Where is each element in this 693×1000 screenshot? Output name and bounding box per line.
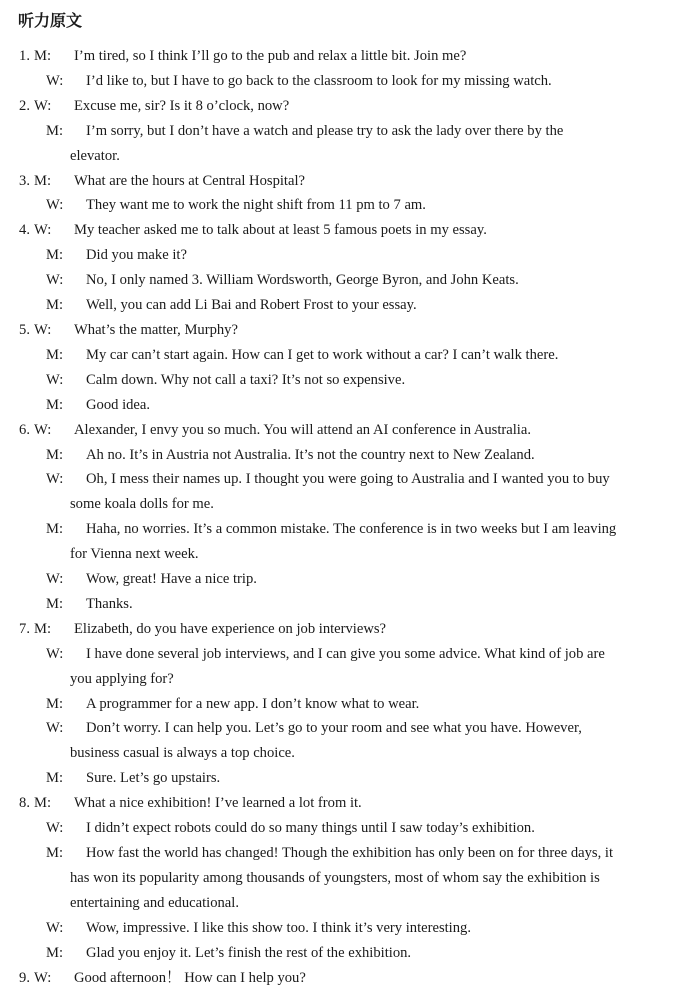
dialogue-text: Ah no. It’s in Austria not Australia. It’s not the country next to New Zealand.	[86, 446, 535, 463]
dialogue-continuation	[0, 741, 693, 766]
dialogue-text: My car can’t start again. How can I get to work without a car? I can’t walk there.	[86, 346, 559, 363]
dialogue-line	[0, 368, 693, 393]
dialogue-text: Alexander, I envy you so much. You will attend an AI conference in Australia.	[74, 421, 531, 438]
dialogue-line	[0, 567, 693, 592]
speaker-label: M:	[46, 845, 64, 861]
dialogue-line	[0, 916, 693, 941]
dialogue-continuation	[0, 891, 693, 916]
dialogue-continuation	[0, 667, 693, 692]
speaker-label: M:	[34, 172, 52, 189]
question-number: 9.	[19, 969, 30, 986]
speaker-label: M:	[46, 595, 64, 612]
dialogue-text: Thanks.	[86, 595, 133, 612]
speaker-label: W:	[46, 820, 64, 837]
dialogue-line	[0, 617, 693, 642]
dialogue-continuation	[0, 144, 693, 169]
dialogue-text: Haha, no worries. It’s a common mistake. The conference is in two weeks but I am leaving	[86, 521, 617, 538]
dialogue-line	[0, 467, 693, 492]
question-number: 3.	[19, 172, 30, 189]
dialogue-line	[0, 791, 693, 816]
dialogue-text: some koala dolls for me.	[70, 496, 214, 513]
speaker-label: W:	[46, 571, 64, 588]
dialogue-line	[0, 119, 693, 144]
dialogue-line	[0, 318, 693, 343]
speaker-label: M:	[46, 521, 64, 538]
speaker-label: M:	[46, 770, 64, 787]
dialogue-line	[0, 766, 693, 791]
page-title: 听力原文	[18, 11, 83, 30]
dialogue-text: Well, you can add Li Bai and Robert Frost to your essay.	[86, 297, 417, 314]
dialogue-line	[0, 44, 693, 69]
dialogue-text: They want me to work the night shift from 11 pm to 7 am.	[86, 197, 426, 214]
speaker-label: M:	[34, 48, 52, 64]
dialogue-line	[0, 69, 693, 94]
transcript-body	[0, 44, 693, 990]
dialogue-text: Excuse me, sir? Is it 8 o’clock, now?	[74, 97, 290, 114]
dialogue-line	[0, 169, 693, 194]
dialogue-text: I’d like to, but I have to go back to the classroom to look for my missing watch.	[86, 72, 552, 89]
dialogue-line	[0, 716, 693, 741]
speaker-label: M:	[46, 247, 64, 264]
speaker-label: M:	[34, 795, 52, 812]
question-number: 2.	[19, 97, 30, 114]
dialogue-line	[0, 393, 693, 418]
dialogue-continuation	[0, 542, 693, 567]
dialogue-text: Calm down. Why not call a taxi? It’s not so expensive.	[86, 371, 406, 388]
question-number: 1.	[19, 48, 30, 64]
dialogue-text: My teacher asked me to talk about at least 5 famous poets in my essay.	[74, 222, 487, 239]
speaker-label: W:	[46, 72, 64, 89]
dialogue-text: A programmer for a new app. I don’t know what to wear.	[86, 695, 420, 712]
dialogue-text: Glad you enjoy it. Let’s finish the rest of the exhibition.	[86, 944, 412, 961]
question-number: 7.	[19, 620, 30, 637]
dialogue-line	[0, 841, 693, 866]
dialogue-text: Oh, I mess their names up. I thought you were going to Australia and I wanted you to buy	[86, 471, 610, 488]
dialogue-text: What’s the matter, Murphy?	[74, 321, 238, 338]
dialogue-line	[0, 418, 693, 443]
question-number: 5.	[19, 321, 30, 338]
dialogue-text: for Vienna next week.	[70, 546, 199, 563]
dialogue-line	[0, 218, 693, 243]
speaker-label: M:	[46, 297, 64, 314]
speaker-label: M:	[46, 122, 64, 139]
dialogue-line	[0, 243, 693, 268]
dialogue-text: Don’t worry. I can help you. Let’s go to your room and see what you have. However,	[86, 720, 582, 737]
dialogue-line	[0, 592, 693, 617]
dialogue-text: I have done several job interviews, and I can give you some advice. What kind of job are	[86, 645, 605, 662]
speaker-label: W:	[34, 969, 52, 986]
speaker-label: W:	[46, 720, 64, 737]
dialogue-text: What a nice exhibition! I’ve learned a lot from it.	[74, 795, 362, 812]
speaker-label: M:	[46, 446, 64, 463]
speaker-label: M:	[46, 695, 64, 712]
dialogue-text: business casual is always a top choice.	[70, 745, 295, 762]
speaker-label: W:	[46, 272, 64, 289]
dialogue-text: No, I only named 3. William Wordsworth, George Byron, and John Keats.	[86, 272, 519, 289]
speaker-label: W:	[46, 645, 64, 662]
dialogue-line	[0, 941, 693, 966]
speaker-label: W:	[46, 919, 64, 936]
dialogue-line	[0, 343, 693, 368]
dialogue-line	[0, 268, 693, 293]
question-number: 4.	[19, 222, 30, 239]
dialogue-line	[0, 443, 693, 468]
speaker-label: W:	[34, 321, 52, 338]
speaker-label: W:	[46, 471, 64, 488]
dialogue-text: elevator.	[70, 147, 120, 164]
dialogue-line	[0, 193, 693, 218]
dialogue-line	[0, 642, 693, 667]
dialogue-text: I’m sorry, but I don’t have a watch and please try to ask the lady over there by the	[86, 122, 564, 139]
dialogue-text: Wow, impressive. I like this show too. I think it’s very interesting.	[86, 919, 471, 936]
dialogue-text: I’m tired, so I think I’ll go to the pub and relax a little bit. Join me?	[74, 48, 467, 64]
speaker-label: M:	[34, 620, 52, 637]
dialogue-line	[0, 692, 693, 717]
dialogue-text: Elizabeth, do you have experience on job interviews?	[74, 620, 387, 637]
dialogue-line	[0, 293, 693, 318]
dialogue-text: Did you make it?	[86, 247, 187, 264]
speaker-label: M:	[46, 396, 64, 413]
speaker-label: W:	[34, 97, 52, 114]
speaker-label: M:	[46, 944, 64, 961]
dialogue-line	[0, 966, 693, 991]
dialogue-text: Good idea.	[86, 396, 151, 413]
dialogue-continuation	[0, 492, 693, 517]
speaker-label: M:	[46, 346, 64, 363]
dialogue-text: What are the hours at Central Hospital?	[74, 172, 305, 189]
dialogue-line	[0, 517, 693, 542]
dialogue-line	[0, 816, 693, 841]
speaker-label: W:	[46, 197, 64, 214]
dialogue-text: has won its popularity among thousands of youngsters, most of whom say the exhibition is	[70, 869, 600, 886]
dialogue-text: Good afternoon！ How can I help you?	[74, 969, 306, 986]
dialogue-line	[0, 94, 693, 119]
dialogue-text: How fast the world has changed! Though the exhibition has only been on for three days, it	[86, 845, 614, 861]
speaker-label: W:	[46, 371, 64, 388]
dialogue-text: you applying for?	[70, 670, 174, 687]
dialogue-text: entertaining and educational.	[70, 894, 239, 911]
question-number: 8.	[19, 795, 30, 812]
speaker-label: W:	[34, 222, 52, 239]
dialogue-text: Wow, great! Have a nice trip.	[86, 571, 257, 588]
dialogue-text: I didn’t expect robots could do so many things until I saw today’s exhibition.	[86, 820, 535, 837]
dialogue-continuation	[0, 866, 693, 891]
question-number: 6.	[19, 421, 30, 438]
speaker-label: W:	[34, 421, 52, 438]
dialogue-text: Sure. Let’s go upstairs.	[86, 770, 221, 787]
